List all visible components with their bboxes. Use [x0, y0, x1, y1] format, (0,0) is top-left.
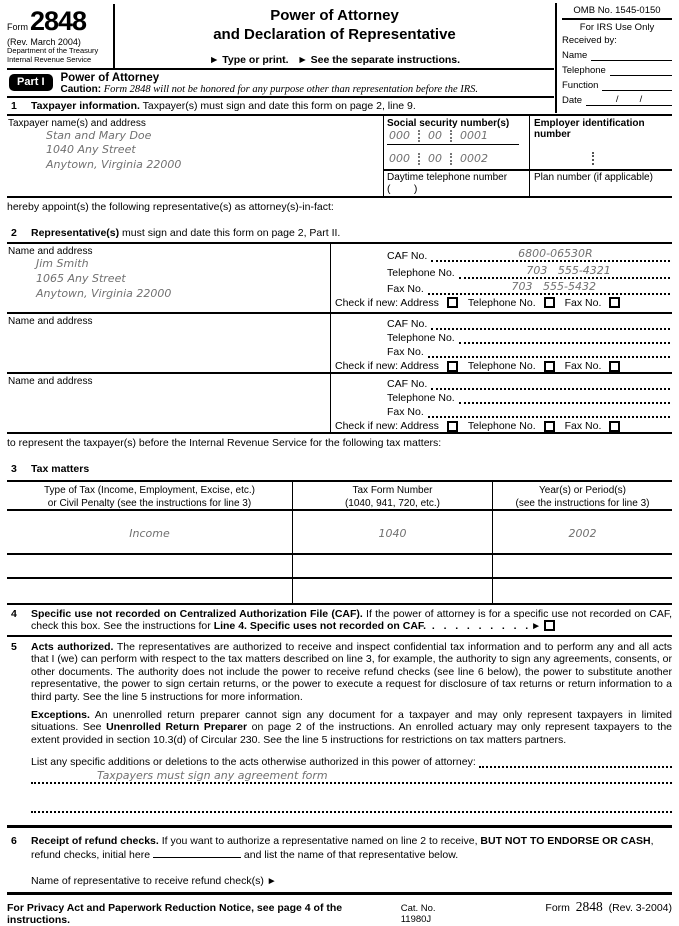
tax-matters-row-3 [7, 579, 672, 605]
taxpayer-address1-value[interactable]: 1040 Any Street [46, 143, 136, 157]
line4-specific-use [7, 605, 672, 637]
ein-cell [530, 116, 672, 169]
rep1-telephone-value[interactable]: 703 555-4321 [526, 263, 611, 277]
type-or-print-instructions: ► Type or print. ► See the separate instructions. [208, 53, 461, 66]
ssn1-serial[interactable]: 0001 [460, 129, 488, 142]
line1-number: 1 [11, 100, 17, 112]
form-title-line1: Power of Attorney [270, 7, 399, 24]
form-number: 2848 [30, 6, 87, 36]
tax-type-cell-1[interactable]: Income [7, 511, 293, 553]
additions-deletions-area [31, 756, 672, 813]
arrow-right-icon: ► [266, 875, 277, 887]
line4-specific-use-checkbox[interactable] [544, 620, 555, 631]
rep3-caf-label: CAF No. [387, 378, 428, 390]
daytime-phone-label: Daytime telephone number [387, 172, 508, 183]
rep2-fax-field[interactable] [428, 344, 670, 358]
rep2-name-address-cell [7, 314, 331, 372]
received-function-label: Function [562, 80, 599, 91]
rep1-name-address-cell [7, 244, 331, 312]
line1-text [31, 100, 554, 114]
form-title-block [115, 4, 554, 68]
tax-matters-row-2 [7, 555, 672, 579]
received-telephone-field[interactable] [610, 64, 672, 76]
form-revision: (Rev. March 2004) [7, 37, 81, 47]
rep2-telephone-label: Telephone No. [387, 332, 455, 344]
rep2-check-if-new-label: Check if new: Address [335, 360, 439, 372]
plan-number-cell [530, 171, 672, 196]
line1-taxpayer-information [7, 98, 554, 114]
footer-form-id [545, 899, 672, 915]
line2-text [31, 227, 672, 239]
rep1-telephone-label: Telephone No. [387, 266, 455, 279]
line1-bold: Taxpayer information. [31, 100, 140, 112]
tax-form-number-header: Tax Form Number (1040, 941, 720, etc.) [293, 482, 493, 509]
ssn-label: Social security number(s) [387, 118, 510, 129]
line3-tax-matters [7, 463, 672, 480]
received-telephone-label: Telephone [562, 65, 606, 76]
received-date-field[interactable]: / / [586, 94, 672, 106]
ssn2-group[interactable]: 00 [428, 152, 442, 165]
rep2-check-telephone-label: Telephone No. [467, 360, 536, 372]
line1-rest: Taxpayer(s) must sign and date this form on page 2, line 9. [139, 100, 416, 112]
rep2-caf-label: CAF No. [387, 318, 428, 330]
rep2-contact-cell [331, 314, 672, 372]
line2-number: 2 [11, 227, 17, 239]
leader-dots: . . . . . . . . . [426, 620, 532, 632]
line6-refund-checks [7, 825, 672, 862]
omb-number: OMB No. 1545-0150 [562, 3, 672, 20]
initial-here-field[interactable] [153, 847, 241, 858]
daytime-phone-cell [384, 171, 530, 196]
line4-text [31, 608, 672, 632]
irs-use-only-box [555, 3, 672, 113]
tax-type-cell-2[interactable] [7, 555, 293, 577]
ssn-field-1[interactable] [387, 129, 519, 145]
form-title-line2: and Declaration of Representative [213, 25, 456, 43]
representative-block-1 [7, 244, 672, 314]
rep2-name-address-label: Name and address [8, 316, 93, 327]
taxpayer-numbers-block [384, 116, 672, 196]
representative-block-3 [7, 374, 672, 434]
rep1-check-if-new-label: Check if new: Address [335, 296, 439, 309]
additions-deletions-line-2[interactable] [31, 811, 672, 813]
rep3-check-fax-label: Fax No. [564, 420, 602, 432]
received-function-field[interactable] [602, 79, 672, 91]
rep1-caf-field[interactable] [431, 248, 670, 262]
received-date-label: Date [562, 95, 583, 106]
caution-text: Form 2848 will not be honored for any purpose other than representation before the IRS. [101, 84, 479, 95]
taxpayer-address2-value[interactable]: Anytown, Virginia 22000 [46, 157, 182, 171]
additions-deletions-label: List any specific additions or deletions to the acts otherwise authorized in this power of attorney: [31, 756, 476, 768]
type-of-tax-header: Type of Tax (Income, Employment, Excise, etc.) or Civil Penalty (see the instructions for line 3) [7, 482, 293, 509]
ssn2-serial[interactable]: 0002 [460, 152, 488, 165]
received-by-label: Received by: [562, 35, 617, 46]
refund-representative-label: Name of representative to receive refund check(s) [31, 874, 267, 887]
rep3-contact-cell [331, 374, 672, 432]
footer-form-revision: (Rev. 3-2004) [602, 901, 672, 914]
line3-number: 3 [11, 463, 17, 475]
exceptions-bold: Exceptions. [31, 708, 90, 721]
daytime-phone-field[interactable]: ( ) [387, 183, 418, 195]
years-periods-header: Year(s) or Period(s) (see the instructions for line 3) [515, 485, 650, 509]
caution-label: Caution: [60, 84, 102, 95]
line4-bold1: Specific use not recorded on Centralized Authorization File (CAF). [31, 608, 363, 620]
ssn1-area[interactable]: 000 [389, 129, 410, 142]
rep3-name-address-cell [7, 374, 331, 432]
ssn-separator [418, 153, 420, 165]
ssn-field-2[interactable] [387, 152, 525, 165]
ssn1-group[interactable]: 00 [428, 129, 442, 142]
rep2-fax-label: Fax No. [387, 346, 424, 358]
line3-title: Tax matters [31, 463, 90, 475]
agency-line-2: Internal Revenue Service [7, 54, 92, 64]
line6-bold1: Receipt of refund checks. [31, 835, 159, 847]
catalog-number: Cat. No. 11980J [400, 902, 436, 925]
plan-number-label: Plan number (if applicable) [534, 172, 653, 183]
rep1-new-telephone-checkbox[interactable] [544, 297, 555, 308]
rep1-fax-label: Fax No. [387, 282, 424, 295]
line5-paragraph [31, 641, 672, 703]
footer-form-word: Form [545, 901, 576, 914]
rep1-fax-field[interactable] [428, 281, 670, 295]
ssn2-area[interactable]: 000 [389, 152, 410, 165]
rep1-name-value[interactable]: Jim Smith [36, 257, 89, 270]
rep1-caf-label: CAF No. [387, 250, 428, 263]
rep1-check-telephone-label: Telephone No. [467, 296, 536, 309]
rep1-telephone-field[interactable] [459, 265, 670, 279]
tax-form-cell-2[interactable] [293, 555, 493, 577]
appoint-statement: hereby appoint(s) the following representative(s) as attorney(s)-in-fact: [7, 201, 334, 213]
rep3-new-address-checkbox[interactable] [447, 421, 458, 432]
exceptions-paragraph [31, 709, 672, 746]
form-id-block [7, 4, 115, 68]
rep1-fax-value[interactable]: 703 555-5432 [511, 279, 596, 293]
tax-form-cell-1[interactable]: 1040 [293, 511, 493, 553]
line4-rest: If the power of attorney is for a specific use not recorded on CAF, check this box. See the instructions for [31, 608, 672, 632]
ssn-separator [418, 130, 420, 142]
additions-deletions-line-1[interactable] [31, 769, 672, 784]
tax-form-cell-3[interactable] [293, 579, 493, 603]
line5-bold: Acts authorized. [31, 641, 114, 653]
rep3-caf-field[interactable] [431, 376, 670, 390]
line6-rest3: and list the name of that representative below. [240, 849, 459, 862]
rep1-name-address-label: Name and address [8, 246, 93, 257]
footer-form-number: 2848 [575, 898, 603, 914]
rep1-new-address-checkbox[interactable] [447, 297, 458, 308]
ssn-cell [384, 116, 530, 169]
ssn-separator [450, 153, 452, 165]
line6-text [31, 835, 672, 862]
rep2-new-telephone-checkbox[interactable] [544, 361, 555, 372]
rep2-telephone-field[interactable] [459, 330, 670, 344]
irs-use-only-label: For IRS Use Only [579, 22, 655, 33]
line6-rest2: , refund checks, initial here [31, 835, 654, 862]
arrow-right-icon: ► [531, 621, 542, 632]
rep1-contact-cell [331, 244, 672, 312]
received-name-label: Name [562, 50, 588, 61]
exceptions-text2: on page 2 of the instructions. An enrolled actuary may only represent taxpayers to the extent provided in section 10.3(d) of Circular 230. See the line 5 instructions for restrictions on tax matters partners. [31, 721, 673, 746]
line4-number: 4 [11, 608, 17, 620]
rep3-fax-field[interactable] [428, 404, 670, 418]
line2-bold: Representative(s) [31, 227, 120, 239]
taxpayer-name-address-cell [7, 116, 384, 196]
part1-title: Power of Attorney [60, 72, 160, 84]
rep3-telephone-field[interactable] [459, 390, 670, 404]
additions-deletions-field[interactable] [479, 756, 672, 768]
rep2-caf-field[interactable] [431, 316, 670, 330]
rep1-caf-value[interactable]: 6800-06530R [518, 247, 593, 261]
tax-year-cell-2[interactable] [493, 555, 672, 577]
taxpayer-info-grid [7, 114, 672, 198]
taxpayer-name-address-label: Taxpayer name(s) and address [8, 118, 146, 129]
form-footer [7, 892, 672, 926]
ein-field[interactable] [592, 152, 594, 165]
rep2-new-fax-checkbox[interactable] [609, 361, 620, 372]
rep1-address2-value[interactable]: Anytown, Virginia 22000 [36, 286, 172, 300]
rep1-new-fax-checkbox[interactable] [609, 297, 620, 308]
rep2-new-address-checkbox[interactable] [447, 361, 458, 372]
form-title [115, 7, 554, 45]
form-word: Form [7, 22, 28, 32]
line5-rest: The representatives are authorized to receive and inspect confidential tax information and to perform any and all acts that I (we) can perform with respect to the tax matters described on line 3, for example, the authority to sign any agreements, consents, or other documents. The authority does not include the power to receive refund checks (see line 6 below), the power to substitute another representative, the power to sign certain returns, or the power to execute a request for disclosure of tax returns or return information to a third party. See the line 5 instructions for more information. [31, 641, 672, 703]
ein-label: Employer identification number [534, 118, 645, 140]
received-name-field[interactable] [591, 49, 672, 61]
line6-bold2: BUT NOT TO ENDORSE OR CASH [480, 835, 651, 847]
taxpayer-name-value[interactable]: Stan and Mary Doe [46, 129, 152, 142]
unenrolled-return-preparer-bold: Unenrolled Return Preparer [106, 721, 248, 734]
rep3-telephone-label: Telephone No. [387, 392, 455, 404]
rep1-address1-value[interactable]: 1065 Any Street [36, 271, 126, 285]
line5-number: 5 [11, 641, 17, 653]
representative-block-2 [7, 314, 672, 374]
ssn-separator [450, 130, 452, 142]
rep3-new-fax-checkbox[interactable] [609, 421, 620, 432]
tax-matters-table [7, 480, 672, 605]
represent-statement: to represent the taxpayer(s) before the Internal Revenue Service for the following tax matters: [7, 437, 442, 449]
line5-acts-authorized [7, 637, 672, 703]
rep1-check-fax-label: Fax No. [564, 296, 602, 309]
refund-representative-row [31, 875, 672, 892]
tax-year-cell-1[interactable]: 2002 [568, 527, 597, 540]
rep3-name-address-label: Name and address [8, 376, 93, 387]
line6-rest1: If you want to authorize a representative named on line 2 to receive, [158, 835, 481, 847]
tax-matters-row-1 [7, 511, 672, 555]
rep3-check-if-new-label: Check if new: Address [335, 420, 439, 432]
tax-type-cell-3[interactable] [7, 579, 293, 603]
tax-year-cell-3[interactable] [493, 579, 672, 603]
part1-caution [61, 84, 479, 95]
additions-deletions-value[interactable]: Taxpayers must sign any agreement form [97, 769, 328, 782]
rep3-fax-label: Fax No. [387, 406, 424, 418]
line2-rest: must sign and date this form on page 2, Part II. [119, 227, 341, 239]
rep3-new-telephone-checkbox[interactable] [544, 421, 555, 432]
line6-number: 6 [11, 835, 17, 847]
line4-bold2: Line 4. Specific uses not recorded on CAF. [213, 620, 427, 632]
part1-header [7, 68, 554, 98]
rep3-check-telephone-label: Telephone No. [467, 420, 536, 432]
agency-line-1: Department of the Treasury [7, 46, 99, 55]
privacy-act-notice: For Privacy Act and Paperwork Reduction Notice, see page 4 of the instructions. [7, 901, 343, 926]
rep2-check-fax-label: Fax No. [564, 360, 602, 372]
tax-matters-header-row [7, 480, 672, 511]
line2-representatives [7, 227, 672, 244]
part1-badge: Part I [9, 74, 53, 91]
exceptions-text1: An unenrolled return preparer cannot sign any document for a taxpayer and may only represent taxpayers in limited situations. See [31, 708, 672, 734]
